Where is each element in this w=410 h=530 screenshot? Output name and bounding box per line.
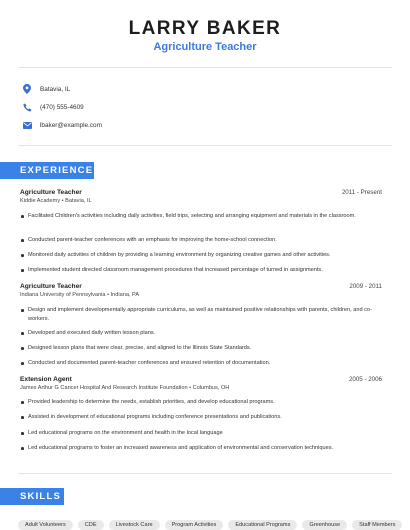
skill-chip: Adult Volunteers bbox=[18, 520, 73, 530]
divider bbox=[18, 67, 392, 68]
location-text: Batavia, IL bbox=[40, 85, 71, 93]
job-organization: Kiddie Academy • Batavia, IL bbox=[20, 198, 92, 204]
job-entry bbox=[20, 189, 382, 204]
contact-email bbox=[22, 120, 102, 130]
skill-chip: Program Activities bbox=[165, 520, 224, 530]
bullet-item: Conducted and documented parent-teacher conferences and ensured retention of documentation. bbox=[28, 359, 374, 368]
skills-list bbox=[18, 520, 402, 530]
phone-text: (470) 555-4609 bbox=[40, 103, 84, 111]
divider bbox=[18, 473, 392, 474]
email-icon bbox=[22, 120, 32, 130]
bullet-item: Design and implement developmentally appropriate curriculums, as well as maintained positive relationships with parents, children, and co-workers. bbox=[28, 306, 374, 324]
location-pin-icon bbox=[22, 84, 32, 94]
bullet-item: Conducted parent-teacher conferences with an emphasis for improving the home-school connection. bbox=[28, 236, 374, 245]
job-title: Extension Agent bbox=[20, 376, 72, 383]
bullet-item: Designed lesson plans that were clear, precise, and aligned to the Illinois State Standards. bbox=[28, 344, 374, 353]
job-dates: 2009 - 2011 bbox=[349, 283, 382, 290]
job-title: Agriculture Teacher bbox=[20, 189, 82, 196]
bullet-item: Led educational programs to foster an increased awareness and application of environmental and conservation techniques. bbox=[28, 444, 374, 453]
experience-heading: EXPERIENCE bbox=[0, 162, 94, 179]
skill-chip: Educational Programs bbox=[228, 520, 297, 530]
job-entry bbox=[20, 376, 382, 391]
job-organization: Indiana University of Pennsylvania • Indiana, PA bbox=[20, 292, 140, 298]
job-title: Agriculture Teacher bbox=[20, 283, 82, 290]
email-text[interactable]: lbaker@example.com bbox=[40, 121, 102, 129]
contact-phone bbox=[22, 102, 84, 112]
candidate-title: Agriculture Teacher bbox=[153, 41, 257, 53]
bullet-item: Provided leadership to determine the needs, establish priorities, and develop educational programs. bbox=[28, 398, 374, 407]
bullet-item: Implemented student directed classroom management procedures that increased percentage of turned in assignments. bbox=[28, 266, 374, 275]
bullet-item: Led educational programs on the environment and health in the local language bbox=[28, 429, 374, 438]
bullet-item: Developed and executed daily written lesson plans. bbox=[28, 329, 374, 338]
candidate-name: LARRY BAKER bbox=[128, 18, 282, 39]
contact-location bbox=[22, 84, 70, 94]
job-entry bbox=[20, 283, 382, 298]
bullet-item: Assisted in development of educational programs including conference presentations and publications. bbox=[28, 413, 374, 422]
skills-heading: SKILLS bbox=[0, 488, 64, 505]
skill-chip: Staff Members bbox=[352, 520, 402, 530]
divider bbox=[18, 145, 392, 146]
skill-chip: Livestock Care bbox=[109, 520, 160, 530]
job-dates: 2011 - Present bbox=[341, 189, 382, 196]
bullet-item: Monitored daily activities of children by providing a learning environment by organizing creative games and other activities. bbox=[28, 251, 374, 260]
job-dates: 2005 - 2006 bbox=[348, 376, 382, 383]
bullet-item: Facilitated Children's activities including daily activities, field trips, selecting and arranging equipment and materials in the classroom. bbox=[28, 212, 374, 221]
phone-icon bbox=[22, 102, 32, 112]
skill-chip: Greenhouse bbox=[302, 520, 347, 530]
job-organization: James Arthur G Cancer Hospital And Research Institute Foundation • Columbus, OH bbox=[20, 385, 230, 391]
skill-chip: CDE bbox=[78, 520, 104, 530]
